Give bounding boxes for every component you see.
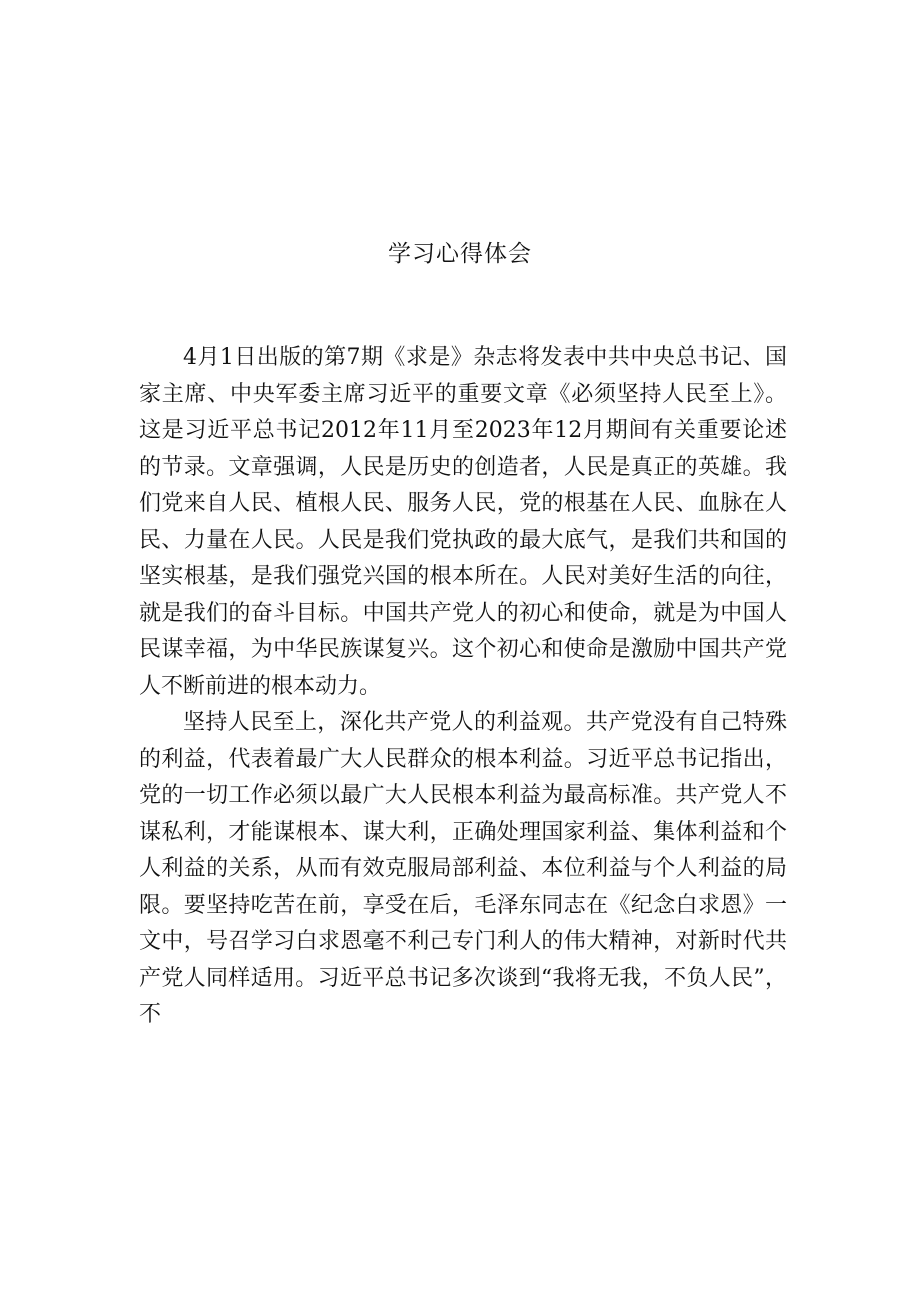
document-body bbox=[139, 340, 787, 1034]
paragraph-2: 坚持人民至上，深化共产党人的利益观。共产党没有自己特殊的利益，代表着最广大人民群众的根本利益。习近平总书记指出，党的一切工作必须以最广大人民根本利益为最高标准。共产党人不谋私利，才能谋根本、谋大利，正确处理国家利益、集体利益和个人利益的关系，从而有效克服局部利益、本位利益与个人利益的局限。要坚持吃苦在前，享受在后，毛泽东同志在《纪念白求恩》一文中，号召学习白求恩毫不利己专门利人的伟大精神，对新时代共产党人同样适用。习近平总书记多次谈到“我将无我，不负人民”，不 bbox=[139, 710, 787, 1027]
page-title: 学习心得体会 bbox=[388, 241, 532, 267]
paragraph-1: 4月1日出版的第7期《求是》杂志将发表中共中央总书记、国家主席、中央军委主席习近平的重要文章《必须坚持人民至上》。这是习近平总书记2012年11月至2023年12月期间有关重要论述的节录。文章强调，人民是历史的创造者，人民是真正的英雄。我们党来自人民、植根人民、服务人民，党的根基在人民、血脉在人民、力量在人民。人民是我们党执政的最大底气，是我们共和国的坚实根基，是我们强党兴国的根本所在。人民对美好生活的向往，就是我们的奋斗目标。中国共产党人的初心和使命，就是为中国人民谋幸福，为中华民族谋复兴。这个初心和使命是激励中国共产党人不断前进的根本动力。 bbox=[139, 345, 787, 699]
